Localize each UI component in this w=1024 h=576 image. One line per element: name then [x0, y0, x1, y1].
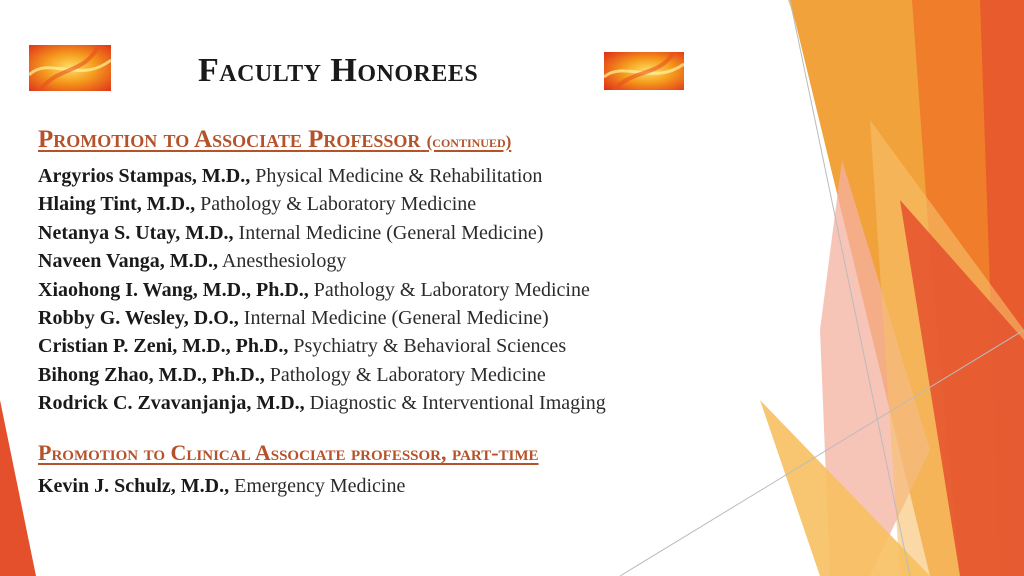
honoree-entry — [38, 389, 606, 417]
honoree-entry — [38, 219, 606, 247]
section-heading-associate-professor — [38, 126, 511, 154]
honoree-entry — [38, 332, 606, 360]
honoree-entry — [38, 190, 606, 218]
honoree-entry — [38, 472, 405, 500]
honoree-list-clinical-associate-professor — [38, 472, 405, 500]
section-heading-clinical-associate-professor: Promotion to Clinical Associate professor, part-time — [38, 440, 539, 465]
honoree-entry — [38, 162, 606, 190]
slide-title: Faculty Honorees — [198, 52, 479, 89]
honoree-department: Emergency Medicine — [234, 475, 406, 497]
honoree-name: Netanya S. Utay, M.D., — [38, 221, 234, 244]
honoree-list-associate-professor — [38, 162, 606, 418]
honoree-entry — [38, 276, 606, 304]
section-heading-note: (continued) — [426, 132, 512, 151]
honoree-name: Kevin J. Schulz, M.D., — [38, 475, 230, 497]
honoree-department: Pathology & Laboratory Medicine — [200, 193, 477, 216]
honoree-department: Anesthesiology — [221, 250, 347, 273]
honoree-entry — [38, 247, 606, 275]
honoree-department: Pathology & Laboratory Medicine — [269, 363, 546, 386]
honoree-department: Pathology & Laboratory Medicine — [313, 278, 590, 301]
honoree-department: Internal Medicine (General Medicine) — [238, 221, 544, 244]
honoree-department: Diagnostic & Interventional Imaging — [309, 392, 606, 415]
section-heading-text: Promotion to Associate Professor — [38, 126, 421, 153]
honoree-name: Hlaing Tint, M.D., — [38, 193, 196, 216]
honoree-name: Xiaohong I. Wang, M.D., Ph.D., — [38, 278, 309, 301]
honoree-name: Robby G. Wesley, D.O., — [38, 306, 239, 329]
honoree-name: Cristian P. Zeni, M.D., Ph.D., — [38, 335, 289, 358]
honoree-name: Rodrick C. Zvavanjanja, M.D., — [38, 392, 305, 415]
honoree-name: Argyrios Stampas, M.D., — [38, 165, 251, 187]
honoree-department: Psychiatry & Behavioral Sciences — [293, 335, 567, 358]
honoree-name: Bihong Zhao, M.D., Ph.D., — [38, 363, 265, 386]
honoree-name: Naveen Vanga, M.D., — [38, 250, 219, 273]
honoree-department: Physical Medicine & Rehabilitation — [255, 165, 543, 187]
logo-image-left — [29, 45, 111, 91]
logo-image-right — [604, 52, 684, 90]
honoree-entry — [38, 361, 606, 389]
honoree-department: Internal Medicine (General Medicine) — [243, 306, 549, 329]
honoree-entry — [38, 304, 606, 332]
